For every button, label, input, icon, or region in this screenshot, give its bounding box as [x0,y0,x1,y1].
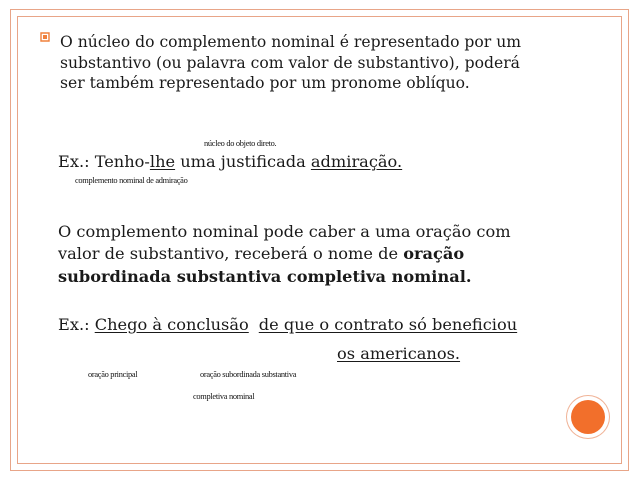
annotation-direct-object-nucleus: núcleo do objeto direto. [204,139,277,148]
paragraph-2-line-2-bold: oração [403,244,465,264]
bullet-icon [40,32,50,42]
paragraph-1 [60,32,521,94]
example-1-pronoun: lhe [149,152,176,171]
decorative-orange-circle [571,400,605,434]
example-1 [58,152,402,171]
paragraph-1-line-2: substantivo (ou palavra com valor de substantivo), poderá [60,53,520,72]
paragraph-1-line-3: ser também representado por um pronome oblíquo. [60,74,470,92]
paragraph-2-line-3-bold: subordinada substantiva completiva nominal. [58,266,472,286]
paragraph-2-line-2-text: valor de substantivo, receberá o nome de [58,244,404,264]
paragraph-2-line-3 [58,266,511,288]
annotation-subordinate-clause-type: completiva nominal [193,392,255,401]
example-2-prefix: Ex.: [58,315,95,334]
annotation-nominal-complement: complemento nominal de admiração [75,176,188,185]
annotation-subordinate-clause: oração subordinada substantiva [200,370,297,379]
paragraph-1-line-1: O núcleo do complemento nominal é representado por um [60,33,522,51]
paragraph-2-line-1: O complemento nominal pode caber a uma oração com [58,222,511,241]
example-2-main-clause: Chego à conclusão [94,315,249,334]
example-1-middle: uma justificada [175,152,311,171]
paragraph-2 [58,221,511,288]
example-2-sub-clause: de que o contrato só beneficiou [258,315,518,334]
annotation-main-clause: oração principal [88,370,138,379]
paragraph-2-line-2 [58,243,511,265]
example-2 [58,315,517,334]
example-1-noun: admiração. [310,152,403,171]
example-1-prefix: Ex.: Tenho- [58,152,150,171]
example-2-sub-clause-continued: os americanos. [337,344,461,363]
